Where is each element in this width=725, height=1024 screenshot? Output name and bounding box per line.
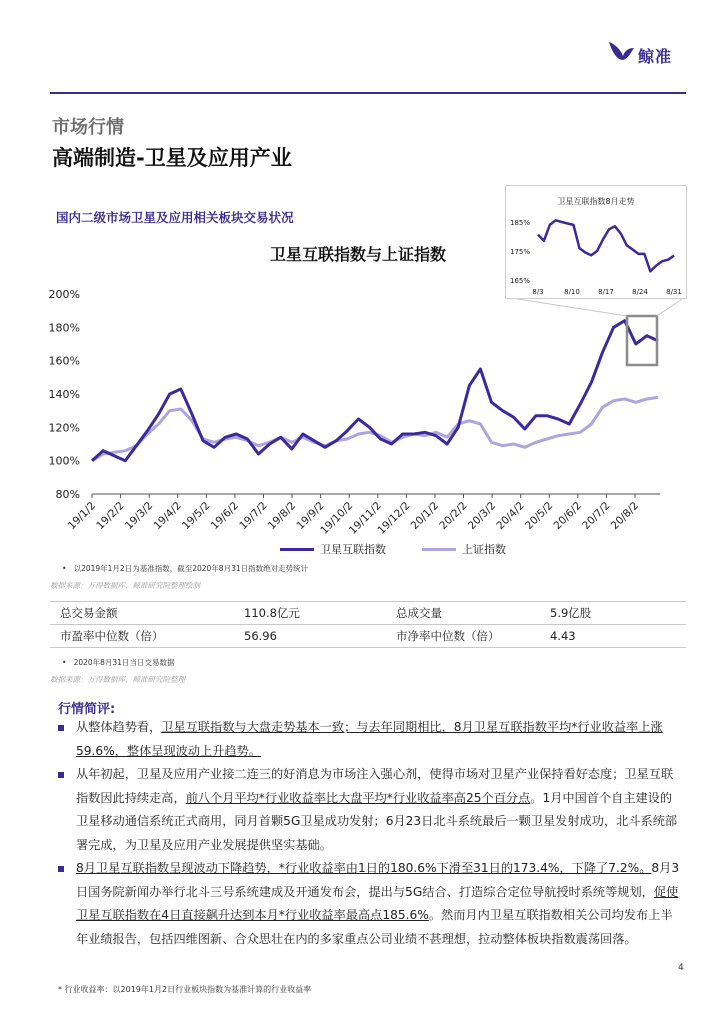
stat-value: 5.9亿股	[540, 602, 686, 625]
stats-table	[50, 601, 686, 648]
x-tick-label: 20/4/2	[494, 499, 527, 533]
inset-x-tick-label: 8/31	[666, 288, 682, 296]
inset-y-tick-label: 175%	[509, 248, 530, 256]
footnote: * 行业收益率：以2019年1月2日行业板块指数为基准计算的行业收益率	[58, 985, 312, 994]
bullet-highlight: 8月卫星互联指数呈现波动下降趋势，*行业收益率由1日的180.6%下滑至31日的173.4%，下降了7.2%。	[76, 861, 652, 875]
bullet-highlight: 卫星互联指数与大盘走势基本一致；与去年同期相比，8月卫星互联指数平均*行业收益率上涨59.6%，整体呈现波动上升趋势。	[76, 720, 663, 758]
x-tick-label: 20/2/2	[437, 499, 470, 533]
y-tick-label: 140%	[48, 388, 80, 401]
chart-title: 卫星互联指数与上证指数	[270, 245, 447, 264]
review-bullet-2	[58, 763, 682, 857]
stat-label: 总交易金额	[50, 602, 234, 625]
page-number: 4	[678, 963, 684, 973]
chart-legend	[280, 541, 506, 557]
series-line-sse	[92, 397, 658, 460]
y-tick-label: 100%	[48, 454, 80, 468]
bullet-square-icon	[58, 866, 64, 872]
stat-label: 市盈率中位数（倍）	[50, 625, 234, 648]
review-bullet-3	[58, 857, 682, 951]
table-row	[50, 625, 686, 648]
y-tick-label: 180%	[48, 321, 80, 335]
stat-value: 56.96	[234, 625, 386, 648]
bullet-text: 。1月中国首个自主建设的卫星移动通信系统正式商用，同月首颗5G卫星成功发射；6月23日北斗系统最后一颗卫星发射成功，北斗系统部署完成，为卫星及应用产业发展提供坚实基础。	[76, 790, 678, 852]
legend-label-satellite: 卫星互联指数	[320, 543, 386, 556]
x-tick-label: 19/4/2	[151, 499, 184, 533]
chart-note: • 以2019年1月2日为基准指数，截至2020年8月31日指数绝对走势统计	[62, 564, 309, 573]
x-tick-label: 19/6/2	[208, 499, 242, 533]
x-tick-label: 20/6/2	[551, 499, 584, 533]
x-tick-label: 19/12/2	[375, 499, 413, 537]
x-tick-label: 19/9/2	[294, 499, 327, 533]
stat-value: 4.43	[540, 625, 686, 648]
bullet-text: 。然而月内卫星互联指数相关公司均发布上半年业绩报告，包括四维图新、合众思壮在内的多家重点公司业绩不甚理想，拉动整体板块指数震荡回落。	[76, 908, 673, 946]
inset-y-tick-label: 185%	[509, 219, 530, 227]
bullet-text: 8月3日国务院新闻办举行北斗三号系统建成及开通发布会，提出与5G结合、打造综合定位导航授时系统等规划，	[76, 861, 680, 899]
bullet-square-icon	[58, 725, 64, 731]
inset-chart-box	[505, 185, 687, 299]
inset-x-tick-label: 8/17	[598, 288, 614, 296]
x-tick-label: 19/2/2	[94, 499, 127, 533]
inset-x-tick-label: 8/3	[532, 288, 544, 296]
x-tick-label: 19/1/2	[65, 499, 99, 533]
x-tick-label: 20/3/2	[465, 499, 499, 533]
x-tick-label: 19/3/2	[122, 499, 156, 533]
y-tick-label: 160%	[48, 354, 80, 368]
y-tick-label: 120%	[48, 421, 80, 435]
y-tick-label: 80%	[55, 488, 80, 501]
bullet-highlight: 促使卫星互联指数在4日直接飙升达到本月*行业收益率最高点185.6%	[76, 884, 679, 922]
x-tick-label: 19/7/2	[237, 499, 270, 533]
inset-y-tick-label: 165%	[509, 277, 530, 285]
x-tick-label: 19/5/2	[180, 499, 213, 533]
x-tick-label: 19/11/2	[346, 499, 384, 537]
table-row	[50, 602, 686, 625]
y-tick-label: 200%	[48, 288, 80, 301]
table-note-text: 2020年8月31日当日交易数据	[73, 658, 175, 667]
review-bullets	[58, 716, 682, 951]
x-tick-label: 20/7/2	[580, 499, 613, 533]
inset-line-chart	[506, 186, 686, 298]
review-heading: 行情简评:	[58, 702, 116, 717]
bullet-highlight: 前八个月平均*行业收益率比大盘平均*行业收益率高25个百分点	[185, 790, 531, 805]
x-tick-label: 20/5/2	[523, 499, 556, 533]
bullet-text: 从年初起，卫星及应用产业接二连三的好消息为市场注入强心剂，使得市场对卫星产业保持看好态度；卫星互联指数因此持续走高，	[76, 767, 674, 805]
chart-source: 数据来源：万得数据库、鲸准研究院整理绘制	[50, 581, 200, 590]
legend-swatch-satellite	[280, 548, 314, 551]
page-title: 高端制造-卫星及应用产业	[52, 146, 292, 170]
chart-note-text: 以2019年1月2日为基准指数，截至2020年8月31日指数绝对走势统计	[73, 564, 309, 573]
legend-swatch-sse	[422, 548, 456, 551]
stat-value: 110.8亿元	[234, 602, 386, 625]
inset-x-tick-label: 8/24	[632, 288, 648, 296]
review-bullet-1	[58, 716, 682, 763]
x-tick-label: 19/10/2	[318, 499, 356, 537]
stat-label: 市净率中位数（倍）	[386, 625, 540, 648]
inset-series-line	[538, 220, 674, 271]
table-note: • 2020年8月31日当日交易数据	[62, 658, 175, 667]
section-label: 市场行情	[52, 117, 124, 138]
x-tick-label: 19/8/2	[265, 499, 299, 533]
legend-label-sse: 上证指数	[462, 543, 506, 556]
bullet-text: 从整体趋势看，	[76, 720, 162, 734]
bullet-square-icon	[58, 772, 64, 778]
inset-title: 卫星互联指数8月走势	[557, 197, 635, 206]
x-tick-label: 20/1/2	[408, 499, 442, 533]
x-tick-label: 20/8/2	[608, 499, 642, 533]
stat-label: 总成交量	[386, 602, 540, 625]
inset-x-tick-label: 8/10	[564, 288, 580, 296]
table-source: 数据来源：万得数据库、鲸准研究院整理	[50, 675, 185, 684]
chart-subtitle: 国内二级市场卫星及应用相关板块交易状况	[56, 210, 294, 225]
brand-name: 鲸准	[638, 47, 673, 66]
